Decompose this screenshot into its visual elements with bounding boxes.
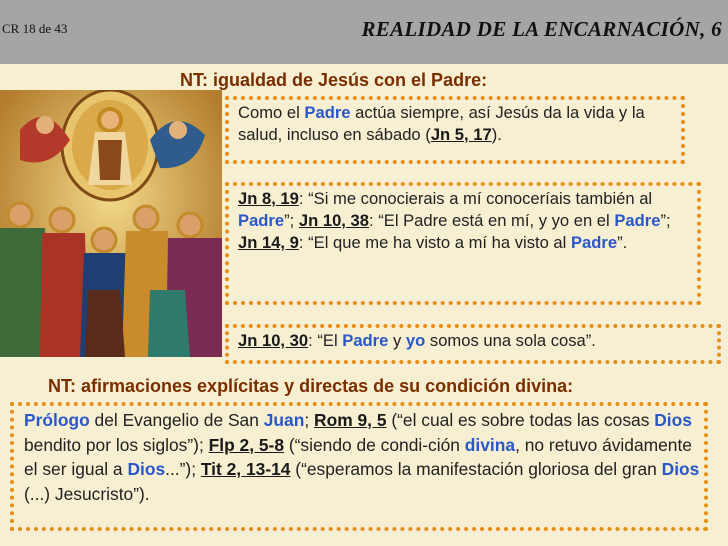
quote-box-conocierais: Jn 8, 19: “Si me conocierais a mí conoceríais también al Padre”; Jn 10, 38: “El Padre está en mí, y yo en el Padre”; Jn 14, 9: “El que me ha visto a mí ha visto al Padre”. [225, 182, 701, 305]
keyword-padre: Padre [342, 331, 389, 350]
bible-reference: Tit 2, 13-14 [200, 459, 291, 479]
bible-reference: Jn 5, 17 [430, 125, 492, 144]
quote-box-padre-actua: Como el Padre actúa siempre, así Jesús da la vida y la salud, incluso en sábado (Jn 5, 17). [225, 96, 685, 164]
keyword-padre: Padre [614, 211, 661, 230]
bible-reference: Flp 2, 5-8 [208, 434, 285, 455]
keyword-prologo: Prólogo [24, 410, 90, 430]
keyword-yo: yo [405, 331, 426, 350]
section-heading-divinity: NT: afirmaciones explícitas y directas de su condición divina: [48, 376, 574, 396]
slide-header [0, 0, 728, 64]
slide-title: REALIDAD DE LA ENCARNACIÓN, 6 [361, 17, 722, 41]
bible-reference: Jn 14, 9 [238, 233, 299, 252]
ascension-icon-painting [0, 90, 222, 357]
bible-reference: Jn 10, 30 [238, 331, 309, 350]
bible-reference: Rom 9, 5 [314, 410, 387, 430]
keyword-padre: Padre [238, 211, 285, 230]
keyword-padre: Padre [570, 233, 618, 252]
bible-reference: Jn 8, 19 [238, 189, 299, 208]
keyword-padre: Padre [304, 103, 351, 122]
keyword-juan: Juan [263, 410, 305, 430]
slide-number: CR 18 de 43 [2, 21, 68, 36]
bible-reference: Jn 10, 38 [298, 211, 369, 230]
quote-box-divine-statements: Prólogo del Evangelio de San Juan; Rom 9, 5 (“el cual es sobre todas las cosas Dios bendito por los siglos”); Flp 2, 5-8 (“siendo de condi-ción divina, no retuvo ávidamente el ser igual a Dios...”); Tit 2, 13-14 (“esperamos la manifestación gloriosa del gran Dios (...) Jesucristo”). [10, 402, 708, 531]
section-heading-equality: NT: igualdad de Jesús con el Padre: [180, 70, 488, 90]
quote-box-una-sola-cosa: Jn 10, 30: “El Padre y yo somos una sola cosa”. [225, 324, 721, 364]
keyword-divina: divina [464, 434, 516, 455]
keyword-dios: Dios [661, 459, 700, 479]
keyword-dios: Dios [127, 459, 166, 479]
keyword-dios: Dios [654, 410, 692, 430]
